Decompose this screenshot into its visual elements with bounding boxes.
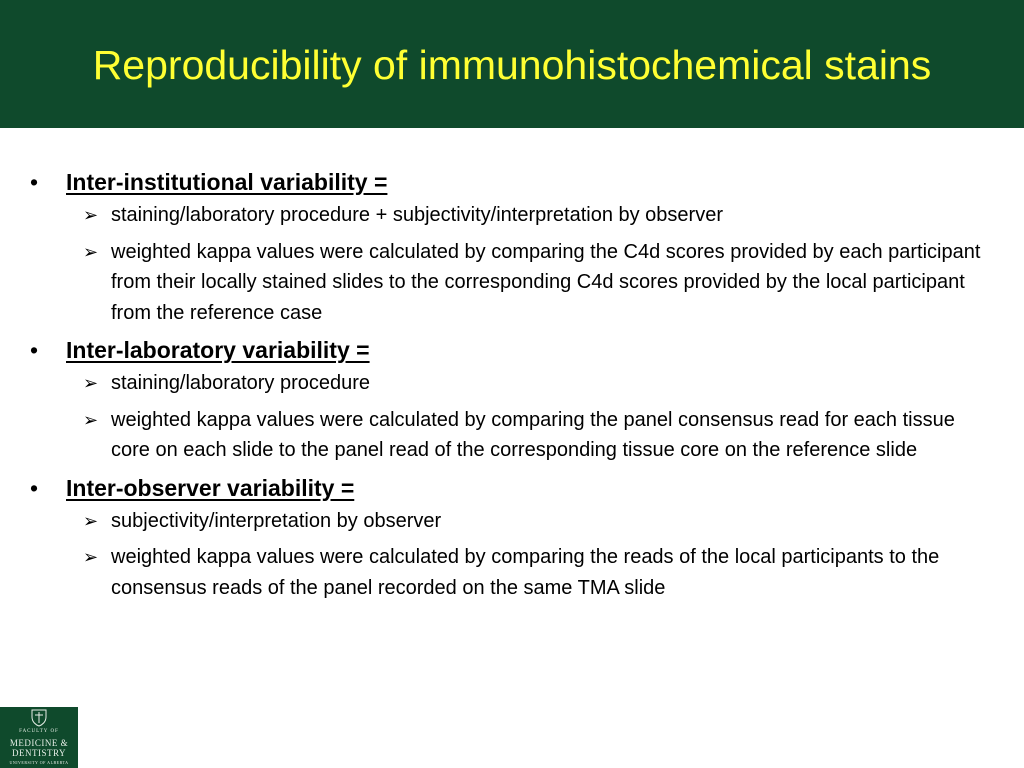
crest-icon (31, 709, 47, 727)
sub-bullet-item (83, 542, 991, 603)
arrow-bullet-icon: ➢ (83, 373, 99, 393)
logo-medicine-text: MEDICINE & (9, 738, 69, 748)
sub-bullet-list (0, 506, 1024, 604)
sub-bullet-item (83, 405, 991, 466)
arrow-bullet-icon: ➢ (83, 510, 99, 531)
sub-bullet-item (83, 368, 991, 399)
sub-bullet-text: weighted kappa values were calculated by comparing the panel consensus read for each tissue core on each slide to the panel read of the corresponding tissue core on the reference slide (111, 408, 955, 461)
bullet-item (30, 166, 986, 198)
bullet-icon: • (30, 474, 39, 501)
sub-bullet-text: subjectivity/interpretation by observer (111, 509, 442, 532)
sub-bullet-list (0, 200, 1024, 328)
bullet-icon: • (30, 169, 39, 195)
sub-bullet-item (83, 506, 991, 537)
section-heading: Inter-observer variability = (66, 474, 355, 501)
logo-faculty-text: FACULTY OF (19, 729, 59, 734)
bullet-icon: • (30, 337, 39, 363)
sub-bullet-list (0, 368, 1024, 466)
arrow-bullet-icon: ➢ (83, 205, 99, 225)
faculty-logo (0, 707, 78, 768)
section-inter-observer (0, 472, 1024, 604)
slide-header (0, 0, 1024, 128)
sub-bullet-text: weighted kappa values were calculated by comparing the reads of the local participants to the consensus reads of the panel recorded on the same TMA slide (111, 546, 940, 599)
logo-dentistry-text: DENTISTRY (12, 748, 66, 758)
slide-title: Reproducibility of immunohistochemical stains (92, 42, 932, 88)
logo-university-text: UNIVERSITY OF ALBERTA (9, 760, 69, 765)
section-heading: Inter-institutional variability = (66, 169, 388, 195)
sub-bullet-text: staining/laboratory procedure + subjectivity/interpretation by observer (111, 204, 723, 226)
sub-bullet-item (83, 200, 991, 231)
sub-bullet-text: staining/laboratory procedure (111, 372, 371, 394)
section-inter-institutional (0, 166, 1024, 328)
section-inter-laboratory (0, 334, 1024, 466)
bullet-item (30, 472, 986, 504)
arrow-bullet-icon: ➢ (83, 547, 99, 567)
bullet-item (30, 334, 986, 366)
slide-body (0, 166, 1024, 609)
sub-bullet-text: weighted kappa values were calculated by comparing the C4d scores provided by each participant from their locally stained slides to the corresponding C4d scores provided by the local participant from the reference case (111, 240, 981, 324)
section-heading: Inter-laboratory variability = (66, 337, 370, 363)
arrow-bullet-icon: ➢ (83, 409, 99, 430)
arrow-bullet-icon: ➢ (83, 241, 99, 262)
sub-bullet-item (83, 237, 991, 329)
